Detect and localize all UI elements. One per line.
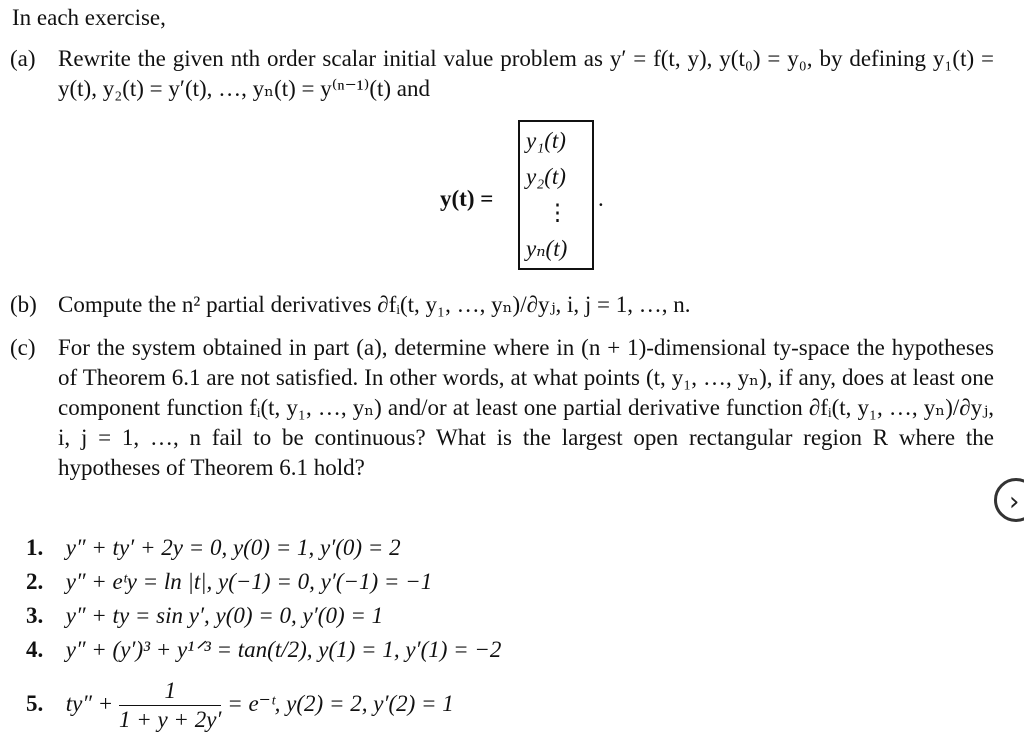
vector-entry-1: y₁(t) — [526, 128, 566, 153]
part-c-label: (c) — [10, 335, 36, 360]
fraction-denominator: 1 + y + 2y′ — [118, 707, 222, 732]
vector-bracket — [518, 120, 594, 270]
problem-fraction — [119, 677, 222, 734]
chevron-right-icon: › — [1009, 487, 1020, 517]
problem-equation: y″ + ty′ + 2y = 0, y(0) = 1, y′(0) = 2 — [65, 535, 401, 560]
next-page-button[interactable] — [994, 478, 1024, 522]
problem-3 — [26, 601, 501, 635]
problem-equation: y″ + eᵗy = ln |t|, y(−1) = 0, y′(−1) = −1 — [65, 569, 433, 594]
problem-number: 4. — [26, 637, 44, 662]
vector-entry-2: y₂(t) — [526, 164, 566, 189]
problem-number: 2. — [26, 569, 44, 594]
problem-equation-tail: = e⁻ᵗ, y(2) = 2, y′(2) = 1 — [227, 690, 454, 716]
problem-equation: y″ + ty = sin y′, y(0) = 0, y′(0) = 1 — [65, 603, 384, 628]
vector-entry-dots: ⋮ — [546, 200, 569, 225]
fraction-numerator: 1 — [119, 677, 222, 706]
part-c-text: For the system obtained in part (a), determine where in (n + 1)-dimensional ty-space the hypotheses of Theorem 6.1 are not satisfied. In other words, at what points (t, y₁, …, yₙ), if any, does at least one component function fᵢ(t, y₁, …, yₙ) and/or at least one partial derivative function ∂fᵢ(t, y₁, …, yₙ)/∂yⱼ, i, j = 1, …, n fail to be continuous? What is the largest open rectangular region R where the hypotheses of Theorem 6.1 hold? — [58, 335, 994, 480]
intro-text: In each exercise, — [12, 5, 166, 30]
problem-2 — [26, 567, 501, 601]
part-b — [10, 290, 994, 320]
problem-4 — [26, 635, 501, 669]
problem-number: 5. — [26, 690, 44, 716]
vector-entry-n: yₙ(t) — [526, 236, 568, 261]
problem-equation-lead: ty″ + — [65, 690, 114, 716]
problem-1 — [26, 533, 501, 567]
part-a-text: Rewrite the given nth order scalar initial value problem as y′ = f(t, y), y(t₀) = y₀, by defining y₁(t) = y(t), y₂(t) = y′(t), …, yₙ(t) = y⁽ⁿ⁻¹⁾(t) and — [58, 46, 994, 101]
vector-definition — [440, 120, 660, 275]
part-a — [10, 44, 994, 104]
part-b-label: (b) — [10, 292, 37, 317]
problem-list — [26, 533, 501, 737]
part-a-label: (a) — [10, 46, 36, 71]
part-b-text: Compute the n² partial derivatives ∂fᵢ(t, y₁, …, yₙ)/∂yⱼ, i, j = 1, …, n. — [58, 292, 691, 317]
vector-period: . — [598, 186, 604, 211]
vector-lhs: y(t) = — [440, 186, 494, 211]
problem-number: 3. — [26, 603, 44, 628]
problem-5 — [26, 677, 501, 737]
problem-equation: y″ + (y′)³ + y¹ᐟ³ = tan(t/2), y(1) = 1, y′(1) = −2 — [65, 637, 502, 662]
part-c — [10, 333, 994, 483]
problem-number: 1. — [26, 535, 44, 560]
